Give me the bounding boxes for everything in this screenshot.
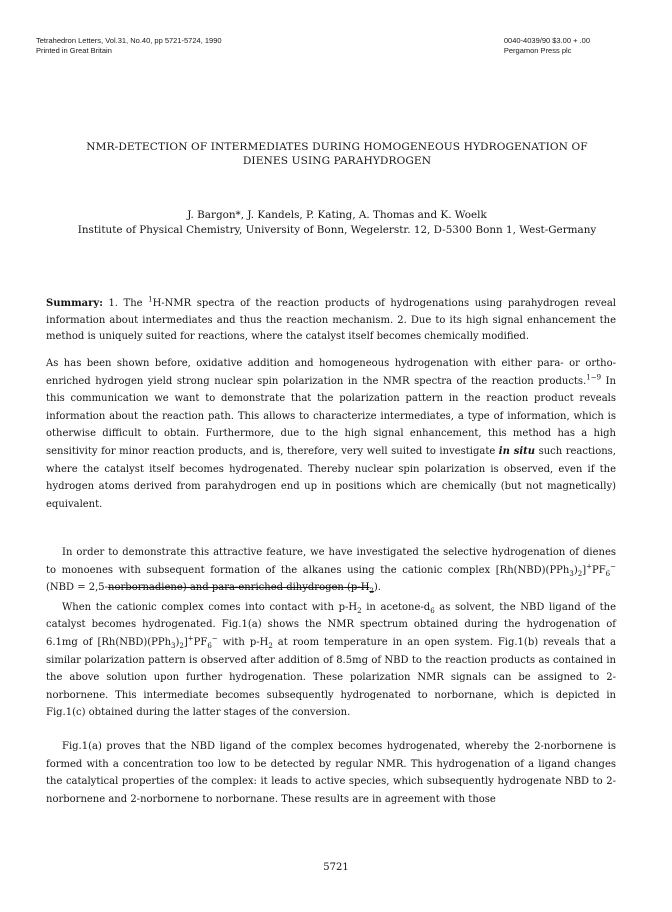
body-paragraph-1 — [46, 355, 616, 513]
title-line-2: DIENES USING PARAHYDROGEN — [242, 155, 432, 167]
p3-sub: 3 — [171, 641, 176, 650]
author-affiliation: Institute of Physical Chemistry, University of Bonn, Wegelerstr. 12, D-5300 Bonn 1, West-Germany — [77, 224, 597, 236]
p2-sup: − — [610, 562, 616, 571]
p2-text-g: ). — [373, 582, 381, 594]
p2-sup: + — [586, 562, 592, 571]
p3-text-f: PF — [193, 636, 208, 648]
p2-struck-text: norbornadiene) and para-enriched dihydrogen — [108, 582, 344, 594]
p3-sup: + — [187, 634, 194, 643]
p2-text-d: PF — [591, 564, 606, 576]
printed-note: Printed in Great Britain — [36, 46, 112, 55]
body-paragraph-2-3 — [46, 544, 616, 722]
summary-label: Summary: — [46, 298, 103, 309]
p1-in-situ: in situ — [498, 445, 536, 457]
p3-sub: 2 — [179, 641, 184, 650]
title-line-1: NMR-DETECTION OF INTERMEDIATES DURING HOMOGENEOUS HYDROGENATION OF — [86, 141, 588, 153]
p2-sub: 6 — [605, 569, 611, 578]
body-paragraph-4 — [46, 738, 616, 808]
journal-citation: Tetrahedron Letters, Vol.31, No.40, pp 5721-5724, 1990 — [36, 36, 222, 45]
p3-text-h: at room temperature in an open system. Fig.1(b) reveals that a similar polarization pattern is observed after addition of 8.5mg of NBD to the reaction products as contained in the above solution upon further hydrogenation. These polarization NMR signals can be assigned to 2-norbornene. This intermediate becomes subsequently hydrogenated to norbornane, which is depicted in Fig.1(c) obtained during the latter stages of the conversion. — [46, 636, 616, 719]
summary-text-a: 1. The — [102, 298, 149, 309]
p3-text-g: with p-H — [217, 636, 269, 648]
running-header-left — [36, 36, 222, 56]
p2-text-a: In order to demonstrate this attractive feature, we have investigated the selective hydrogenation of dienes to monoenes with subsequent formation of the alkanes using the cationic complex [Rh(NBD)(PPh — [46, 547, 616, 576]
p3-text-e: ] — [183, 636, 188, 648]
p3-sub: 6 — [430, 606, 435, 615]
summary-text-b: H-NMR spectra of the reaction products of hydrogenations using parahydrogen reveal information about intermediates and thus the reaction mechanism. 2. Due to its high signal enhancement the method is uniquely suited for reactions, where the catalyst itself becomes chemically modified. — [46, 298, 616, 343]
p3-text-d: ) — [175, 636, 180, 648]
p2-text-f: (p-H — [343, 582, 370, 594]
summary-paragraph — [46, 296, 616, 346]
page-number: 5721 — [323, 862, 349, 873]
p1-text-c: such reactions, where the catalyst itself becomes hydrogenated. Thereby nuclear spin polarization is observed, even if the hydrogen atoms derived from parahydrogen end up in positions which are chemically (but not magnetically) equivalent. — [46, 445, 616, 510]
p2-sub: 3 — [569, 569, 574, 578]
p2-text-b: ) — [573, 564, 578, 576]
p1-text-b: In this communication we want to demonstrate that the polarization pattern in the reaction product reveals information about the reaction path. This allows to characterize intermediates, a type of information, which is otherwise difficult to obtain. Furthermore, due to the high signal enhancement, this method has a high sensitivity for minor reaction products, and is, therefore, very well suited to investigate — [46, 375, 616, 457]
p3-sub: 6 — [207, 641, 212, 650]
p2-text-c: ] — [582, 564, 587, 576]
p1-text-a: As has been shown before, oxidative addition and homogeneous hydrogenation with either para- or ortho-enriched hydrogen yield strong nuclear spin polarization in the NMR spectra of the reaction products. — [46, 358, 616, 387]
running-header-right — [504, 36, 590, 56]
p1-reference: 1−9 — [586, 373, 602, 382]
p3-sup: − — [211, 634, 218, 643]
p2-text-e: (NBD = 2,5- — [46, 582, 109, 594]
p2-sub: 2 — [369, 587, 374, 596]
p4-text: Fig.1(a) proves that the NBD ligand of the complex becomes hydrogenated, whereby the 2-norbornene is formed with a concentration too low to be detected by regular NMR. This hydrogenation of a ligand changes the catalytical properties of the complex: it leads to active species, which subsequently hydrogenate NBD to 2-norbornene and 2-norbornene to norbornane. These results are in agreement with those — [46, 741, 616, 805]
publisher-name: Pergamon Press plc — [503, 46, 572, 55]
p3-sub: 2 — [268, 641, 273, 650]
paper-title — [46, 140, 628, 168]
author-names: J. Bargon*, J. Kandels, P. Kating, A. Thomas and K. Woelk — [187, 209, 487, 221]
article-code: 0040-4039/90 $3.00 + .00 — [503, 36, 590, 45]
summary-sup: 1 — [148, 295, 153, 304]
author-block — [46, 208, 628, 238]
p3-text-b: in acetone-d — [361, 601, 431, 613]
p3-text-a: When the cationic complex comes into contact with p-H — [62, 601, 358, 613]
p3-sub: 2 — [357, 606, 362, 615]
p3-text-c: as solvent, the NBD ligand of the catalyst becomes hydrogenated. Fig.1(a) shows the NMR spectrum obtained during the hydrogenation of 6.1mg of [Rh(NBD)(PPh — [46, 601, 617, 648]
p2-sub: 2 — [577, 569, 583, 578]
